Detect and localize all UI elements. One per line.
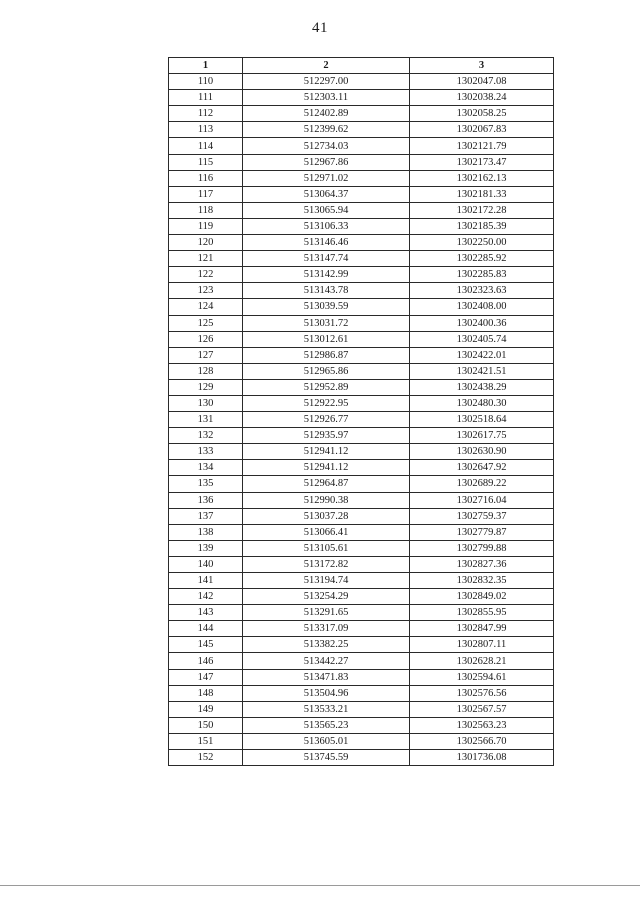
point-number-cell: 121 bbox=[169, 251, 243, 267]
x-coordinate-cell: 513382.25 bbox=[243, 637, 410, 653]
x-coordinate-cell: 513064.37 bbox=[243, 186, 410, 202]
point-number-cell: 141 bbox=[169, 573, 243, 589]
y-coordinate-cell: 1302422.01 bbox=[410, 347, 554, 363]
x-coordinate-cell: 513471.83 bbox=[243, 669, 410, 685]
x-coordinate-cell: 513147.74 bbox=[243, 251, 410, 267]
point-number-cell: 145 bbox=[169, 637, 243, 653]
y-coordinate-cell: 1302421.51 bbox=[410, 363, 554, 379]
y-coordinate-cell: 1302779.87 bbox=[410, 524, 554, 540]
point-number-cell: 131 bbox=[169, 412, 243, 428]
y-coordinate-cell: 1302285.92 bbox=[410, 251, 554, 267]
x-coordinate-cell: 513194.74 bbox=[243, 573, 410, 589]
y-coordinate-cell: 1302566.70 bbox=[410, 733, 554, 749]
x-coordinate-cell: 512922.95 bbox=[243, 395, 410, 411]
x-coordinate-cell: 513105.61 bbox=[243, 540, 410, 556]
y-coordinate-cell: 1302617.75 bbox=[410, 428, 554, 444]
table-row bbox=[169, 251, 554, 267]
point-number-cell: 130 bbox=[169, 395, 243, 411]
y-coordinate-cell: 1302716.04 bbox=[410, 492, 554, 508]
x-coordinate-cell: 512967.86 bbox=[243, 154, 410, 170]
y-coordinate-cell: 1302047.08 bbox=[410, 74, 554, 90]
table-row bbox=[169, 235, 554, 251]
point-number-cell: 137 bbox=[169, 508, 243, 524]
y-coordinate-cell: 1302480.30 bbox=[410, 395, 554, 411]
point-number-cell: 125 bbox=[169, 315, 243, 331]
point-number-cell: 148 bbox=[169, 685, 243, 701]
y-coordinate-cell: 1302121.79 bbox=[410, 138, 554, 154]
point-number-cell: 110 bbox=[169, 74, 243, 90]
x-coordinate-cell: 513605.01 bbox=[243, 733, 410, 749]
y-coordinate-cell: 1302285.83 bbox=[410, 267, 554, 283]
x-coordinate-cell: 512965.86 bbox=[243, 363, 410, 379]
y-coordinate-cell: 1302567.57 bbox=[410, 701, 554, 717]
point-number-cell: 119 bbox=[169, 218, 243, 234]
x-coordinate-cell: 513745.59 bbox=[243, 750, 410, 766]
table-row bbox=[169, 315, 554, 331]
y-coordinate-cell: 1302181.33 bbox=[410, 186, 554, 202]
point-number-cell: 113 bbox=[169, 122, 243, 138]
point-number-cell: 135 bbox=[169, 476, 243, 492]
table-row bbox=[169, 379, 554, 395]
column-header-2: 2 bbox=[243, 58, 410, 74]
table-row bbox=[169, 218, 554, 234]
point-number-cell: 151 bbox=[169, 733, 243, 749]
y-coordinate-cell: 1302067.83 bbox=[410, 122, 554, 138]
y-coordinate-cell: 1302689.22 bbox=[410, 476, 554, 492]
table-row bbox=[169, 685, 554, 701]
x-coordinate-cell: 513065.94 bbox=[243, 202, 410, 218]
point-number-cell: 111 bbox=[169, 90, 243, 106]
y-coordinate-cell: 1302855.95 bbox=[410, 605, 554, 621]
point-number-cell: 118 bbox=[169, 202, 243, 218]
point-number-cell: 120 bbox=[169, 235, 243, 251]
x-coordinate-cell: 513012.61 bbox=[243, 331, 410, 347]
y-coordinate-cell: 1302827.36 bbox=[410, 556, 554, 572]
column-header-1: 1 bbox=[169, 58, 243, 74]
y-coordinate-cell: 1302058.25 bbox=[410, 106, 554, 122]
y-coordinate-cell: 1302647.92 bbox=[410, 460, 554, 476]
x-coordinate-cell: 513142.99 bbox=[243, 267, 410, 283]
table-row bbox=[169, 717, 554, 733]
x-coordinate-cell: 513442.27 bbox=[243, 653, 410, 669]
point-number-cell: 129 bbox=[169, 379, 243, 395]
point-number-cell: 150 bbox=[169, 717, 243, 733]
table-row bbox=[169, 621, 554, 637]
point-number-cell: 142 bbox=[169, 589, 243, 605]
table-row bbox=[169, 363, 554, 379]
table-row bbox=[169, 669, 554, 685]
x-coordinate-cell: 513504.96 bbox=[243, 685, 410, 701]
table-row bbox=[169, 460, 554, 476]
point-number-cell: 144 bbox=[169, 621, 243, 637]
point-number-cell: 143 bbox=[169, 605, 243, 621]
table-row bbox=[169, 267, 554, 283]
table-row bbox=[169, 122, 554, 138]
y-coordinate-cell: 1302185.39 bbox=[410, 218, 554, 234]
footer-divider bbox=[0, 885, 640, 886]
table-row bbox=[169, 170, 554, 186]
x-coordinate-cell: 513565.23 bbox=[243, 717, 410, 733]
x-coordinate-cell: 512990.38 bbox=[243, 492, 410, 508]
table-row bbox=[169, 733, 554, 749]
column-header-3: 3 bbox=[410, 58, 554, 74]
y-coordinate-cell: 1302759.37 bbox=[410, 508, 554, 524]
y-coordinate-cell: 1302405.74 bbox=[410, 331, 554, 347]
table-row bbox=[169, 90, 554, 106]
point-number-cell: 133 bbox=[169, 444, 243, 460]
point-number-cell: 134 bbox=[169, 460, 243, 476]
point-number-cell: 149 bbox=[169, 701, 243, 717]
table-row bbox=[169, 412, 554, 428]
point-number-cell: 138 bbox=[169, 524, 243, 540]
point-number-cell: 128 bbox=[169, 363, 243, 379]
x-coordinate-cell: 512734.03 bbox=[243, 138, 410, 154]
x-coordinate-cell: 513533.21 bbox=[243, 701, 410, 717]
y-coordinate-cell: 1302594.61 bbox=[410, 669, 554, 685]
table-header bbox=[169, 58, 554, 74]
point-number-cell: 126 bbox=[169, 331, 243, 347]
point-number-cell: 132 bbox=[169, 428, 243, 444]
y-coordinate-cell: 1302172.28 bbox=[410, 202, 554, 218]
table-row bbox=[169, 428, 554, 444]
y-coordinate-cell: 1302563.23 bbox=[410, 717, 554, 733]
x-coordinate-cell: 512303.11 bbox=[243, 90, 410, 106]
x-coordinate-cell: 513146.46 bbox=[243, 235, 410, 251]
point-number-cell: 147 bbox=[169, 669, 243, 685]
x-coordinate-cell: 512399.62 bbox=[243, 122, 410, 138]
point-number-cell: 136 bbox=[169, 492, 243, 508]
y-coordinate-cell: 1302438.29 bbox=[410, 379, 554, 395]
point-number-cell: 117 bbox=[169, 186, 243, 202]
y-coordinate-cell: 1302847.99 bbox=[410, 621, 554, 637]
y-coordinate-cell: 1302162.13 bbox=[410, 170, 554, 186]
y-coordinate-cell: 1302849.02 bbox=[410, 589, 554, 605]
point-number-cell: 127 bbox=[169, 347, 243, 363]
y-coordinate-cell: 1302518.64 bbox=[410, 412, 554, 428]
coordinates-table bbox=[168, 57, 554, 766]
y-coordinate-cell: 1302628.21 bbox=[410, 653, 554, 669]
table-row bbox=[169, 573, 554, 589]
table-row bbox=[169, 540, 554, 556]
point-number-cell: 124 bbox=[169, 299, 243, 315]
y-coordinate-cell: 1302250.00 bbox=[410, 235, 554, 251]
table-row bbox=[169, 283, 554, 299]
table-row bbox=[169, 138, 554, 154]
x-coordinate-cell: 512926.77 bbox=[243, 412, 410, 428]
x-coordinate-cell: 512941.12 bbox=[243, 444, 410, 460]
x-coordinate-cell: 512986.87 bbox=[243, 347, 410, 363]
table-row bbox=[169, 556, 554, 572]
x-coordinate-cell: 512402.89 bbox=[243, 106, 410, 122]
y-coordinate-cell: 1302799.88 bbox=[410, 540, 554, 556]
table-row bbox=[169, 701, 554, 717]
x-coordinate-cell: 512964.87 bbox=[243, 476, 410, 492]
x-coordinate-cell: 512297.00 bbox=[243, 74, 410, 90]
x-coordinate-cell: 513106.33 bbox=[243, 218, 410, 234]
point-number-cell: 139 bbox=[169, 540, 243, 556]
table-row bbox=[169, 154, 554, 170]
point-number-cell: 122 bbox=[169, 267, 243, 283]
x-coordinate-cell: 513143.78 bbox=[243, 283, 410, 299]
table-row bbox=[169, 186, 554, 202]
table-row bbox=[169, 347, 554, 363]
point-number-cell: 112 bbox=[169, 106, 243, 122]
point-number-cell: 114 bbox=[169, 138, 243, 154]
table-row bbox=[169, 653, 554, 669]
y-coordinate-cell: 1302576.56 bbox=[410, 685, 554, 701]
table-row bbox=[169, 331, 554, 347]
table-row bbox=[169, 106, 554, 122]
table-row bbox=[169, 492, 554, 508]
point-number-cell: 115 bbox=[169, 154, 243, 170]
y-coordinate-cell: 1302323.63 bbox=[410, 283, 554, 299]
x-coordinate-cell: 513031.72 bbox=[243, 315, 410, 331]
y-coordinate-cell: 1302173.47 bbox=[410, 154, 554, 170]
table-row bbox=[169, 750, 554, 766]
point-number-cell: 152 bbox=[169, 750, 243, 766]
y-coordinate-cell: 1302807.11 bbox=[410, 637, 554, 653]
table-row bbox=[169, 524, 554, 540]
table-row bbox=[169, 444, 554, 460]
table-row bbox=[169, 202, 554, 218]
point-number-cell: 116 bbox=[169, 170, 243, 186]
table-row bbox=[169, 508, 554, 524]
x-coordinate-cell: 513037.28 bbox=[243, 508, 410, 524]
page-number: 41 bbox=[312, 20, 328, 36]
header-row bbox=[169, 58, 554, 74]
x-coordinate-cell: 512941.12 bbox=[243, 460, 410, 476]
table-row bbox=[169, 299, 554, 315]
y-coordinate-cell: 1302832.35 bbox=[410, 573, 554, 589]
table-row bbox=[169, 605, 554, 621]
y-coordinate-cell: 1302038.24 bbox=[410, 90, 554, 106]
y-coordinate-cell: 1302630.90 bbox=[410, 444, 554, 460]
x-coordinate-cell: 512952.89 bbox=[243, 379, 410, 395]
point-number-cell: 140 bbox=[169, 556, 243, 572]
y-coordinate-cell: 1302408.00 bbox=[410, 299, 554, 315]
x-coordinate-cell: 512971.02 bbox=[243, 170, 410, 186]
y-coordinate-cell: 1302400.36 bbox=[410, 315, 554, 331]
table-row bbox=[169, 476, 554, 492]
table-row bbox=[169, 637, 554, 653]
x-coordinate-cell: 513066.41 bbox=[243, 524, 410, 540]
x-coordinate-cell: 512935.97 bbox=[243, 428, 410, 444]
x-coordinate-cell: 513291.65 bbox=[243, 605, 410, 621]
x-coordinate-cell: 513172.82 bbox=[243, 556, 410, 572]
x-coordinate-cell: 513317.09 bbox=[243, 621, 410, 637]
y-coordinate-cell: 1301736.08 bbox=[410, 750, 554, 766]
table-row bbox=[169, 589, 554, 605]
table-body bbox=[169, 74, 554, 766]
table-row bbox=[169, 395, 554, 411]
point-number-cell: 123 bbox=[169, 283, 243, 299]
x-coordinate-cell: 513254.29 bbox=[243, 589, 410, 605]
x-coordinate-cell: 513039.59 bbox=[243, 299, 410, 315]
table-row bbox=[169, 74, 554, 90]
point-number-cell: 146 bbox=[169, 653, 243, 669]
